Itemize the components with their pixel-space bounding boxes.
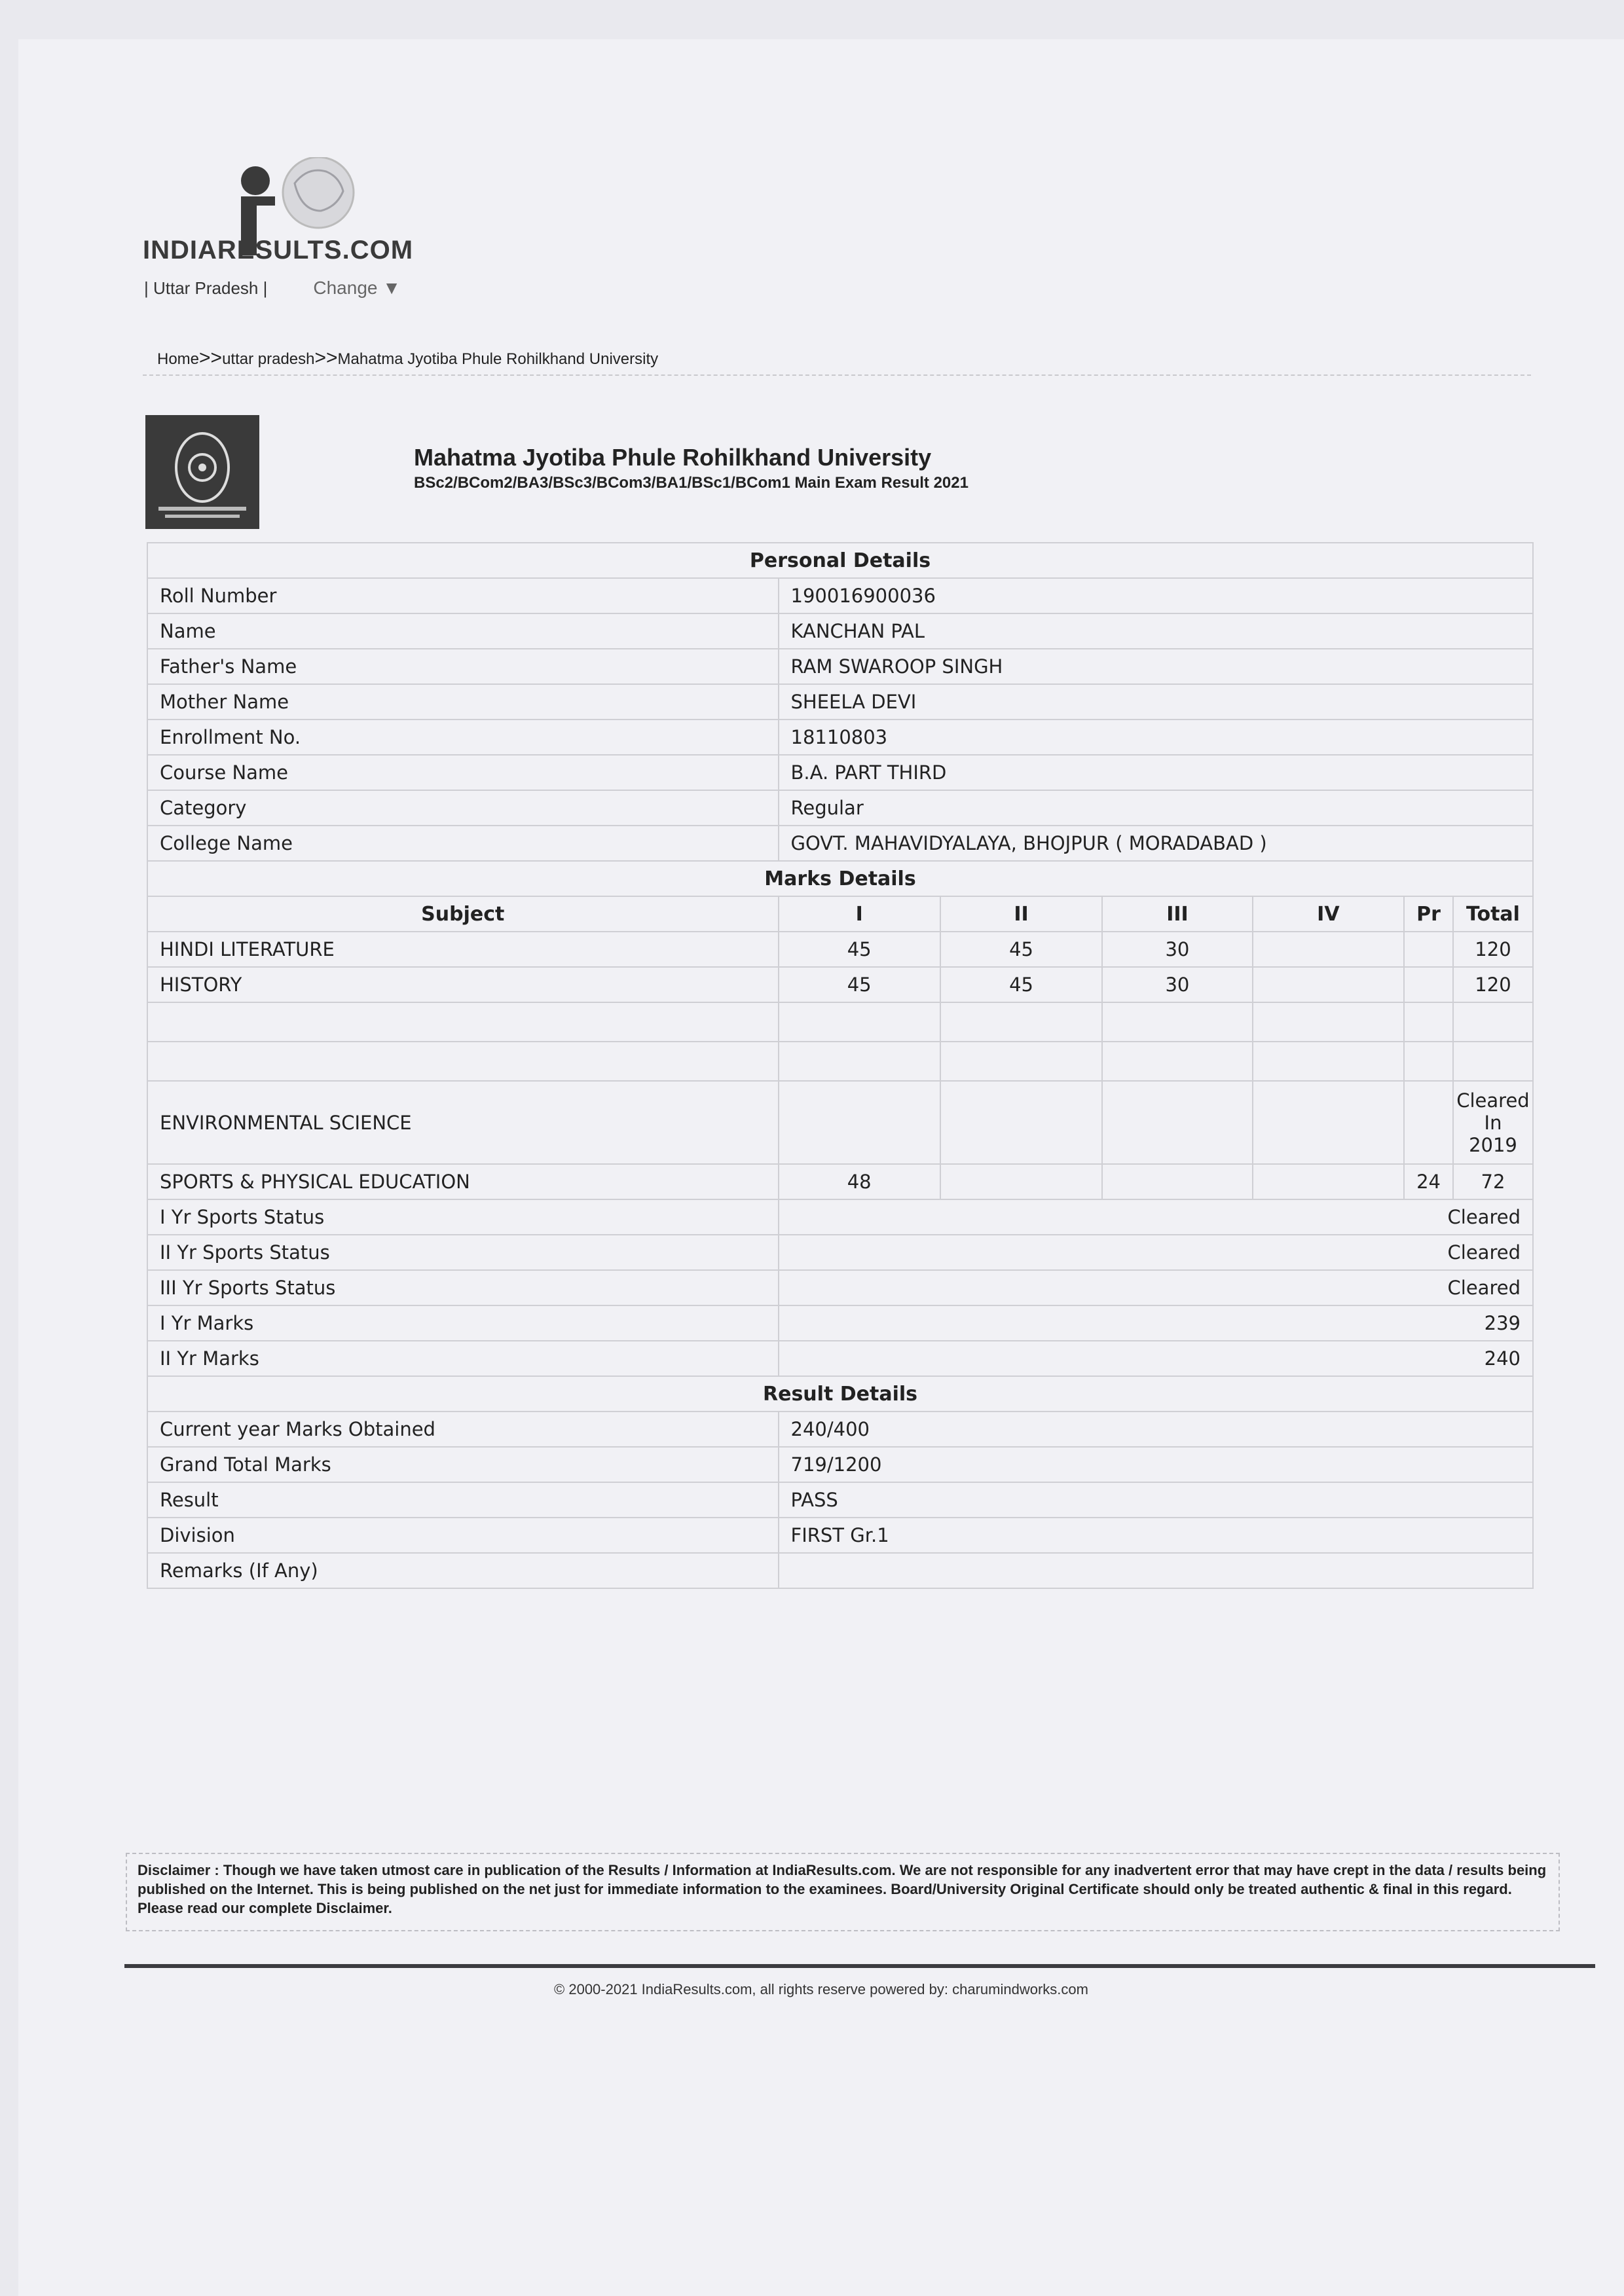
breadcrumb-home[interactable]: Home — [157, 350, 200, 368]
table-row: Name KANCHAN PAL — [147, 613, 1533, 649]
breadcrumb-state[interactable]: uttar pradesh — [222, 350, 315, 368]
table-row: Remarks (If Any) — [147, 1553, 1533, 1588]
university-emblem-icon — [145, 415, 259, 529]
table-row: Category Regular — [147, 790, 1533, 826]
table-row: Roll Number 190016900036 — [147, 578, 1533, 613]
table-row: Grand Total Marks 719/1200 — [147, 1447, 1533, 1482]
region-selector — [144, 278, 401, 299]
roll-number-value: 190016900036 — [779, 578, 1533, 613]
table-row: HISTORY 45 45 30 120 — [147, 967, 1533, 1002]
table-row: SPORTS & PHYSICAL EDUCATION 48 24 72 — [147, 1164, 1533, 1199]
region-label: | Uttar Pradesh | — [144, 278, 268, 298]
table-row: Father's Name RAM SWAROOP SINGH — [147, 649, 1533, 684]
copyright-footer: © 2000-2021 IndiaResults.com, all rights reserve powered by: charumindworks.com — [554, 1981, 1088, 1997]
table-row — [147, 1042, 1533, 1081]
table-row: II Yr Sports Status Cleared — [147, 1235, 1533, 1270]
exam-title: BSc2/BCom2/BA3/BSc3/BCom3/BA1/BSc1/BCom1 Main Exam Result 2021 — [414, 474, 969, 492]
table-row: HINDI LITERATURE 45 45 30 120 — [147, 932, 1533, 967]
student-name-value: KANCHAN PAL — [779, 613, 1533, 649]
table-row: II Yr Marks 240 — [147, 1341, 1533, 1376]
result-table — [147, 542, 1534, 1589]
breadcrumb: Home>>uttar pradesh>>Mahatma Jyotiba Phule Rohilkhand University — [157, 347, 659, 369]
change-region-link[interactable]: Change ▼ — [313, 278, 401, 298]
table-row: ENVIRONMENTAL SCIENCE Cleared In 2019 — [147, 1081, 1533, 1164]
printed-sheet — [18, 39, 1624, 2296]
section-result-details: Result Details — [147, 1376, 1533, 1412]
divider — [143, 374, 1531, 376]
table-row: Division FIRST Gr.1 — [147, 1518, 1533, 1553]
breadcrumb-university: Mahatma Jyotiba Phule Rohilkhand University — [337, 350, 659, 368]
university-title: Mahatma Jyotiba Phule Rohilkhand University — [414, 444, 932, 471]
table-row — [147, 1002, 1533, 1042]
table-row: I Yr Sports Status Cleared — [147, 1199, 1533, 1235]
table-row: Mother Name SHEELA DEVI — [147, 684, 1533, 720]
section-personal-details: Personal Details — [147, 543, 1533, 578]
section-marks-details: Marks Details — [147, 861, 1533, 896]
table-row: Current year Marks Obtained 240/400 — [147, 1412, 1533, 1447]
marks-header-row: Subject I II III IV Pr Total — [147, 896, 1533, 932]
brand-name[interactable]: INDIARESULTS.COM — [143, 236, 414, 264]
result-status-value: PASS — [779, 1482, 1533, 1518]
disclaimer-box: Disclaimer : Though we have taken utmost care in publication of the Results / Information at IndiaResults.com. We are not responsible for any inadvertent error that may have crept in the data / results being published on the Internet. This is being published on the net just for immediate information to the examinees. Board/University Original Certificate should only be treated authentic & final in this regard. Please read our complete Disclaimer. — [126, 1853, 1560, 1931]
footer-divider — [124, 1964, 1595, 1968]
table-row: College Name GOVT. MAHAVIDYALAYA, BHOJPUR ( MORADABAD ) — [147, 826, 1533, 861]
table-row: III Yr Sports Status Cleared — [147, 1270, 1533, 1305]
table-row: Enrollment No. 18110803 — [147, 720, 1533, 755]
table-row: I Yr Marks 239 — [147, 1305, 1533, 1341]
table-row: Course Name B.A. PART THIRD — [147, 755, 1533, 790]
table-row: Result PASS — [147, 1482, 1533, 1518]
